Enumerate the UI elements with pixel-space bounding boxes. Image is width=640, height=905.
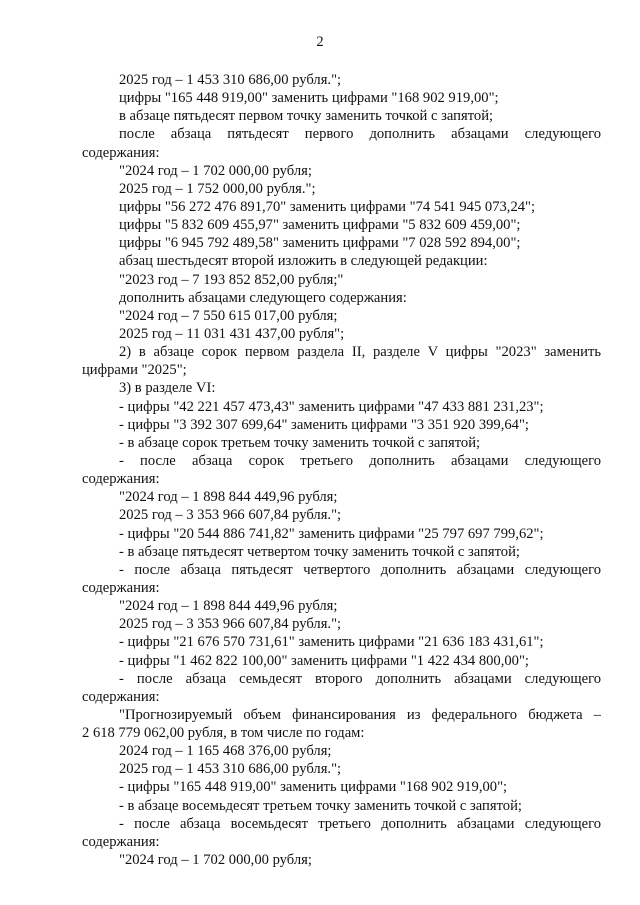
text-line: - цифры "165 448 919,00" заменить цифрами "168 902 919,00"; (119, 779, 508, 796)
text-line: цифры "6 945 792 489,58" заменить цифрами "7 028 592 894,00"; (119, 235, 521, 252)
text-line: "2024 год – 1 702 000,00 рубля; (119, 162, 312, 179)
text-line: 2025 год – 1 752 000,00 рубля."; (119, 180, 316, 197)
text-line: - цифры "42 221 457 473,43" заменить цифрами "47 433 881 231,23"; (119, 398, 544, 415)
text-line: содержания: (82, 144, 160, 161)
text-line: после абзаца пятьдесят первого дополнить абзацами следующего (119, 126, 601, 143)
text-line: содержания: (82, 833, 160, 850)
text-line: - после абзаца пятьдесят четвертого дополнить абзацами следующего (119, 561, 601, 578)
text-line: "2024 год – 1 898 844 449,96 рубля; (119, 489, 338, 506)
text-line: 2 618 779 062,00 рубля, в том числе по годам: (82, 725, 365, 742)
text-line: "2024 год – 7 550 615 017,00 рубля; (119, 307, 338, 324)
text-line: - в абзаце восемьдесят третьем точку заменить точкой с запятой; (119, 797, 522, 814)
text-line: "Прогнозируемый объем финансирования из федерального бюджета – (119, 706, 601, 723)
text-line: - после абзаца семьдесят второго дополнить абзацами следующего (119, 670, 601, 687)
text-line: 2) в абзаце сорок первом раздела II, разделе V цифры "2023" заменить (119, 344, 601, 361)
text-line: "2023 год – 7 193 852 852,00 рубля;" (119, 271, 344, 288)
text-line: содержания: (82, 471, 160, 488)
text-line: - после абзаца сорок третьего дополнить абзацами следующего (119, 452, 601, 469)
text-line: "2024 год – 1 702 000,00 рубля; (119, 852, 312, 869)
text-line: содержания: (82, 688, 160, 705)
text-line: 2025 год – 1 453 310 686,00 рубля."; (119, 761, 342, 778)
text-line: 2025 год – 1 453 310 686,00 рубля."; (119, 72, 342, 88)
text-line: цифрами "2025"; (82, 362, 187, 379)
text-line: цифры "165 448 919,00" заменить цифрами "168 902 919,00"; (119, 90, 499, 107)
text-line: 2025 год – 3 353 966 607,84 рубля."; (119, 616, 342, 633)
page-number: 2 (316, 34, 324, 50)
text-line: - цифры "21 676 570 731,61" заменить цифрами "21 636 183 431,61"; (119, 634, 544, 651)
text-line: 2025 год – 3 353 966 607,84 рубля."; (119, 507, 342, 524)
text-line: в абзаце пятьдесят первом точку заменить точкой с запятой; (119, 108, 494, 125)
text-line: - цифры "3 392 307 699,64" заменить цифрами "3 351 920 399,64"; (119, 416, 529, 433)
text-line: - цифры "1 462 822 100,00" заменить цифрами "1 422 434 800,00"; (119, 652, 529, 669)
text-line: 2025 год – 11 031 431 437,00 рубля"; (119, 325, 345, 342)
text-line: дополнить абзацами следующего содержания: (119, 289, 407, 306)
text-line: - в абзаце пятьдесят четвертом точку заменить точкой с запятой; (119, 543, 520, 560)
text-line: цифры "5 832 609 455,97" заменить цифрами "5 832 609 459,00"; (119, 217, 521, 234)
text-line: - в абзаце сорок третьем точку заменить точкой с запятой; (119, 434, 481, 451)
text-line: содержания: (82, 579, 160, 596)
document-body (82, 71, 601, 869)
text-line: - после абзаца восемьдесят третьего дополнить абзацами следующего (119, 815, 601, 832)
text-line: "2024 год – 1 898 844 449,96 рубля; (119, 598, 338, 615)
text-line: 3) в разделе VI: (119, 380, 216, 397)
text-line: абзац шестьдесят второй изложить в следующей редакции: (119, 253, 488, 270)
text-line: цифры "56 272 476 891,70" заменить цифрами "74 541 945 073,24"; (119, 198, 536, 215)
text-line: - цифры "20 544 886 741,82" заменить цифрами "25 797 697 799,62"; (119, 525, 544, 542)
text-line: 2024 год – 1 165 468 376,00 рубля; (119, 743, 332, 760)
